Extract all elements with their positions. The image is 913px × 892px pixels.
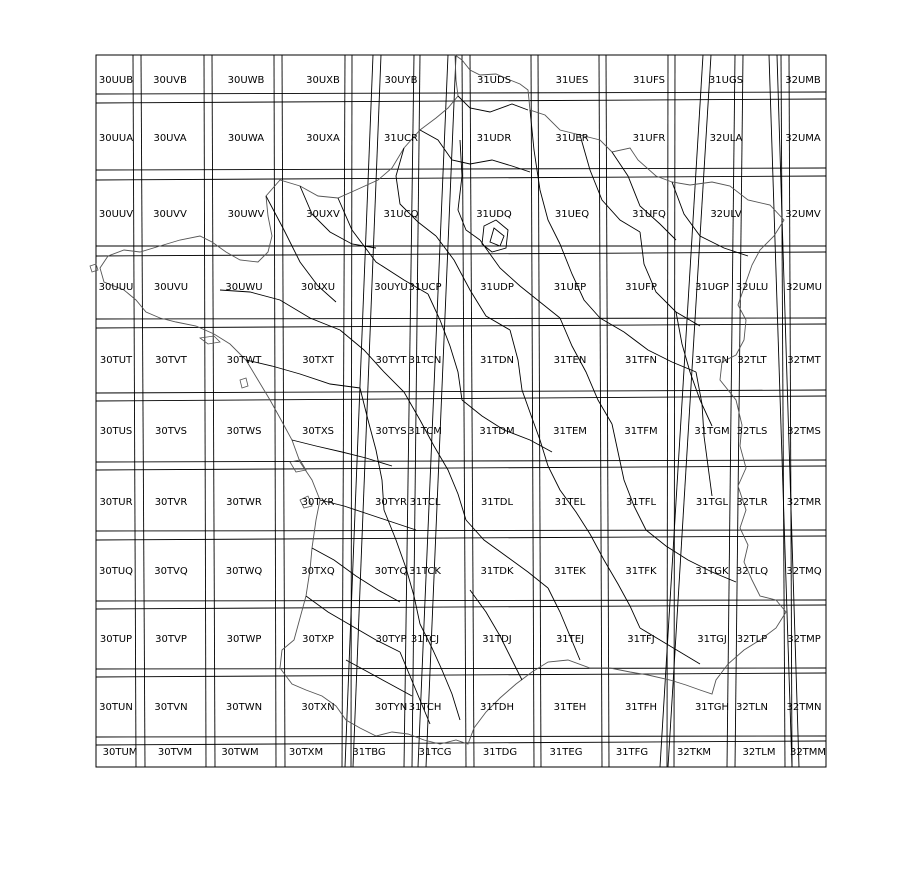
tile-label-32tln: 32TLN (736, 702, 768, 713)
tile-label-31tgn: 31TGN (694, 355, 730, 366)
tile-label-31tcn: 31TCN (408, 355, 442, 366)
tile-label-31tdl: 31TDL (480, 497, 514, 508)
tile-label-31tgh: 31TGH (694, 702, 730, 713)
tile-label-30tup: 30TUP (99, 634, 133, 645)
tile-label-32tlp: 32TLP (736, 634, 768, 645)
tile-label-30uwa: 30UWA (227, 133, 265, 144)
tile-label-30twr: 30TWR (226, 497, 262, 508)
tile-label-31tgj: 31TGJ (697, 634, 727, 645)
tile-label-31tck: 31TCK (409, 566, 441, 577)
tile-label-30uwb: 30UWB (227, 75, 265, 86)
tile-label-31tgk: 31TGK (695, 566, 729, 577)
tile-label-31tdj: 31TDJ (482, 634, 512, 645)
tile-label-30tws: 30TWS (226, 426, 262, 437)
tile-label-32tmr: 32TMR (786, 497, 822, 508)
tile-label-30tun: 30TUN (99, 702, 133, 713)
tile-label-30twp: 30TWP (226, 634, 262, 645)
tile-label-32tmn: 32TMN (786, 702, 822, 713)
tile-label-31tcl: 31TCL (409, 497, 441, 508)
tile-label-30uwv: 30UWV (227, 209, 265, 220)
tile-grid-vertical (133, 55, 799, 767)
tile-label-31ues: 31UES (555, 75, 589, 86)
tile-label-31ten: 31TEN (553, 355, 587, 366)
tile-label-32tkm: 32TKM (676, 747, 712, 758)
tile-label-30uva: 30UVA (153, 133, 187, 144)
tile-label-30uxa: 30UXA (306, 133, 340, 144)
tile-label-30txq: 30TXQ (301, 566, 335, 577)
tile-label-31teg: 31TEG (549, 747, 583, 758)
tile-label-31ufs: 31UFS (633, 75, 665, 86)
tile-label-32tms: 32TMS (787, 426, 821, 437)
tile-label-31udp: 31UDP (480, 282, 514, 293)
tile-label-30uuu: 30UUU (98, 282, 134, 293)
tile-label-31tem: 31TEM (553, 426, 587, 437)
tile-label-30uxv: 30UXV (306, 209, 340, 220)
tile-label-31ugs: 31UGS (708, 75, 744, 86)
tile-label-30uvb: 30UVB (153, 75, 187, 86)
tile-label-31ucr: 31UCR (384, 133, 418, 144)
tile-label-32tlr: 32TLR (736, 497, 768, 508)
tile-label-31ueq: 31UEQ (554, 209, 590, 220)
tile-label-31ucp: 31UCP (408, 282, 442, 293)
tile-label-30tus: 30TUS (99, 426, 133, 437)
tile-label-31tfh: 31TFH (624, 702, 658, 713)
tile-label-30tut: 30TUT (99, 355, 133, 366)
tile-label-30tvt: 30TVT (155, 355, 187, 366)
tile-label-30tyt: 30TYT (375, 355, 407, 366)
tile-label-30uwu: 30UWU (225, 282, 263, 293)
tile-label-32tmm: 32TMM (789, 747, 827, 758)
tile-label-31uds: 31UDS (476, 75, 512, 86)
coastal-islands (90, 264, 312, 508)
tile-label-31tdn: 31TDN (479, 355, 515, 366)
tile-label-31ugp: 31UGP (695, 282, 729, 293)
tile-label-32ula: 32ULA (709, 133, 743, 144)
tile-label-32tmq: 32TMQ (786, 566, 822, 577)
tile-label-31tgl: 31TGL (695, 497, 729, 508)
tile-label-30tvm: 30TVM (157, 747, 193, 758)
tile-label-30tvs: 30TVS (154, 426, 188, 437)
tile-label-32ulv: 32ULV (710, 209, 742, 220)
tile-label-30twn: 30TWN (225, 702, 263, 713)
tile-label-31tch: 31TCH (408, 702, 442, 713)
tile-label-32tmp: 32TMP (787, 634, 821, 645)
tile-label-30txm: 30TXM (288, 747, 324, 758)
tile-label-31tdh: 31TDH (479, 702, 515, 713)
tile-label-32umu: 32UMU (786, 282, 822, 293)
tile-label-30uxb: 30UXB (306, 75, 340, 86)
tile-label-31ufq: 31UFQ (632, 209, 666, 220)
tile-label-30tyq: 30TYQ (374, 566, 408, 577)
tile-label-31tek: 31TEK (554, 566, 586, 577)
tile-label-30uyb: 30UYB (384, 75, 418, 86)
tile-label-31ufp: 31UFP (625, 282, 657, 293)
tile-label-31tfg: 31TFG (615, 747, 649, 758)
tile-label-30uyu: 30UYU (374, 282, 408, 293)
tile-label-32uma: 32UMA (785, 133, 821, 144)
tile-label-31ucq: 31UCQ (383, 209, 419, 220)
tile-label-30tvq: 30TVQ (154, 566, 188, 577)
tile-label-30txr: 30TXR (301, 497, 335, 508)
tile-label-30txn: 30TXN (301, 702, 335, 713)
tile-label-32tlq: 32TLQ (735, 566, 769, 577)
tile-label-31tfk: 31TFK (625, 566, 657, 577)
tile-label-31tcm: 31TCM (408, 426, 442, 437)
tile-label-30uvv: 30UVV (153, 209, 187, 220)
tile-label-30tys: 30TYS (375, 426, 407, 437)
tile-label-32ulu: 32ULU (735, 282, 769, 293)
tile-label-30twt: 30TWT (226, 355, 262, 366)
tile-label-30tvr: 30TVR (154, 497, 188, 508)
tile-label-30tvp: 30TVP (155, 634, 187, 645)
tile-label-31uep: 31UEP (553, 282, 587, 293)
tile-label-30tvn: 30TVN (154, 702, 188, 713)
tile-label-31udr: 31UDR (476, 133, 512, 144)
tile-label-31teh: 31TEH (553, 702, 587, 713)
tile-label-30txt: 30TXT (302, 355, 334, 366)
department-boundaries (220, 96, 748, 724)
tile-label-32tlt: 32TLT (737, 355, 767, 366)
tile-label-32umv: 32UMV (785, 209, 821, 220)
tile-label-31uer: 31UER (555, 133, 589, 144)
tile-label-30tyn: 30TYN (374, 702, 408, 713)
tile-label-31ufr: 31UFR (632, 133, 666, 144)
tile-label-30uvu: 30UVU (153, 282, 189, 293)
tile-label-31tdg: 31TDG (482, 747, 518, 758)
tile-label-31tcg: 31TCG (418, 747, 452, 758)
tile-label-30txs: 30TXS (301, 426, 335, 437)
tile-label-31tfn: 31TFN (624, 355, 658, 366)
tile-label-32umb: 32UMB (785, 75, 821, 86)
tile-label-31udq: 31UDQ (476, 209, 512, 220)
tile-label-30tum: 30TUM (102, 747, 138, 758)
tile-label-32tls: 32TLS (736, 426, 768, 437)
tile-label-32tmt: 32TMT (787, 355, 821, 366)
tile-label-30txp: 30TXP (302, 634, 334, 645)
france-outline (100, 55, 786, 744)
tile-label-30uua: 30UUA (98, 133, 134, 144)
tile-label-31tdk: 31TDK (480, 566, 514, 577)
tile-label-30uuv: 30UUV (98, 209, 134, 220)
tile-label-31tel: 31TEL (554, 497, 586, 508)
tile-label-31tfl: 31TFL (625, 497, 657, 508)
tile-label-31tgm: 31TGM (694, 426, 730, 437)
tile-label-30typ: 30TYP (375, 634, 407, 645)
tile-label-31tcj: 31TCJ (410, 634, 440, 645)
tile-label-30tuq: 30TUQ (98, 566, 134, 577)
tile-label-30tyr: 30TYR (375, 497, 407, 508)
tile-label-31tfm: 31TFM (624, 426, 658, 437)
tile-label-32tlm: 32TLM (742, 747, 776, 758)
tile-label-31tbg: 31TBG (352, 747, 386, 758)
tile-label-30uxu: 30UXU (300, 282, 336, 293)
tile-label-31tej: 31TEJ (555, 634, 585, 645)
tile-label-30twm: 30TWM (221, 747, 259, 758)
tile-label-31tfj: 31TFJ (627, 634, 655, 645)
tile-label-30tur: 30TUR (99, 497, 133, 508)
tile-label-31tdm: 31TDM (479, 426, 515, 437)
tile-label-30uub: 30UUB (98, 75, 134, 86)
tile-label-30twq: 30TWQ (225, 566, 263, 577)
